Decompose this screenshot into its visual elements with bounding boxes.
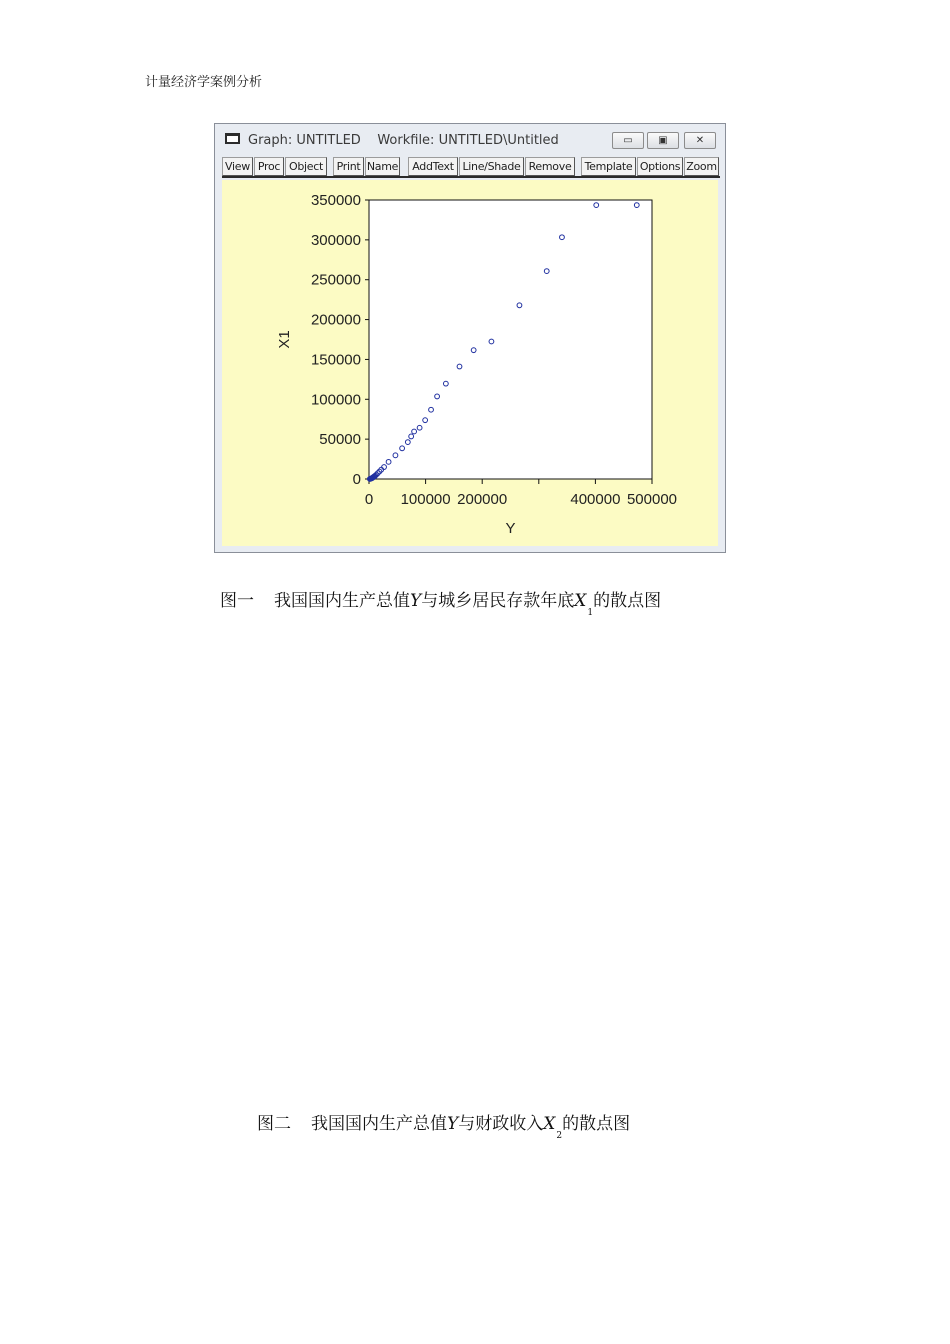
graph-toolbar: [222, 156, 720, 178]
proc-button[interactable]: Proc: [254, 157, 284, 176]
object-button[interactable]: Object: [285, 157, 327, 176]
view-button[interactable]: View: [222, 157, 253, 176]
x-tick-label: 100000: [400, 491, 451, 508]
x-tick-label: 500000: [626, 491, 678, 508]
figure-1-text-before: 我国国内生产总值: [274, 591, 410, 611]
remove-button[interactable]: Remove: [525, 157, 575, 176]
x-tick-label: 400000: [570, 491, 621, 508]
figure-1-subscript: 1: [587, 608, 594, 618]
figure-2-text-mid: 与财政收入: [458, 1114, 544, 1134]
window-title: Graph: UNTITLED Workfile: UNTITLED\Untitled: [248, 133, 559, 148]
y-tick-label: 0: [352, 471, 361, 488]
name-button[interactable]: Name: [365, 157, 400, 176]
zoom-button[interactable]: Zoom: [684, 157, 719, 176]
scatter-plot: [222, 180, 718, 546]
figure-2-subscript: 2: [556, 1131, 563, 1141]
y-tick-label: 150000: [310, 351, 361, 369]
figure-2-var-y: Y: [447, 1114, 459, 1134]
figure-2-caption: [257, 1109, 630, 1141]
template-button[interactable]: Template: [581, 157, 636, 176]
figure-2-text-before: 我国国内生产总值: [311, 1114, 447, 1134]
y-axis-title: X1: [276, 330, 293, 349]
figure-2-var-x: X: [543, 1114, 556, 1134]
x-tick-label: 200000: [457, 491, 508, 508]
x-tick-label: 0: [364, 491, 374, 508]
options-button[interactable]: Options: [637, 157, 683, 176]
y-tick-label: 350000: [310, 192, 361, 209]
print-button[interactable]: Print: [333, 157, 364, 176]
figure-1-text-mid: 与城乡居民存款年底: [421, 591, 575, 611]
figure-1-var-x: X: [574, 591, 587, 611]
addtext-button[interactable]: AddText: [408, 157, 458, 176]
figure-2-label: 图二: [257, 1114, 291, 1134]
close-button[interactable]: ✕: [684, 132, 716, 149]
figure-2-text-after: 的散点图: [562, 1114, 631, 1134]
graph-window: [214, 123, 726, 553]
figure-1-text-after: 的散点图: [593, 591, 662, 611]
y-tick-label: 200000: [310, 311, 361, 329]
window-icon: [225, 133, 240, 144]
figure-1-label: 图一: [220, 591, 254, 611]
page-header: 计量经济学案例分析: [145, 75, 263, 90]
line-shade-button[interactable]: Line/Shade: [459, 157, 524, 176]
plot-area: [222, 180, 718, 546]
y-tick-label: 250000: [310, 271, 361, 289]
y-tick-label: 300000: [310, 231, 361, 249]
figure-1-caption: [220, 586, 661, 618]
y-tick-label: 50000: [319, 431, 361, 449]
plot-frame: [369, 200, 652, 479]
figure-1-var-y: Y: [410, 591, 422, 611]
x-axis-title: Y: [505, 520, 516, 537]
window-titlebar[interactable]: [215, 124, 725, 156]
y-tick-label: 100000: [310, 391, 361, 409]
maximize-button[interactable]: ▣: [647, 132, 679, 149]
minimize-button[interactable]: ▭: [612, 132, 644, 149]
